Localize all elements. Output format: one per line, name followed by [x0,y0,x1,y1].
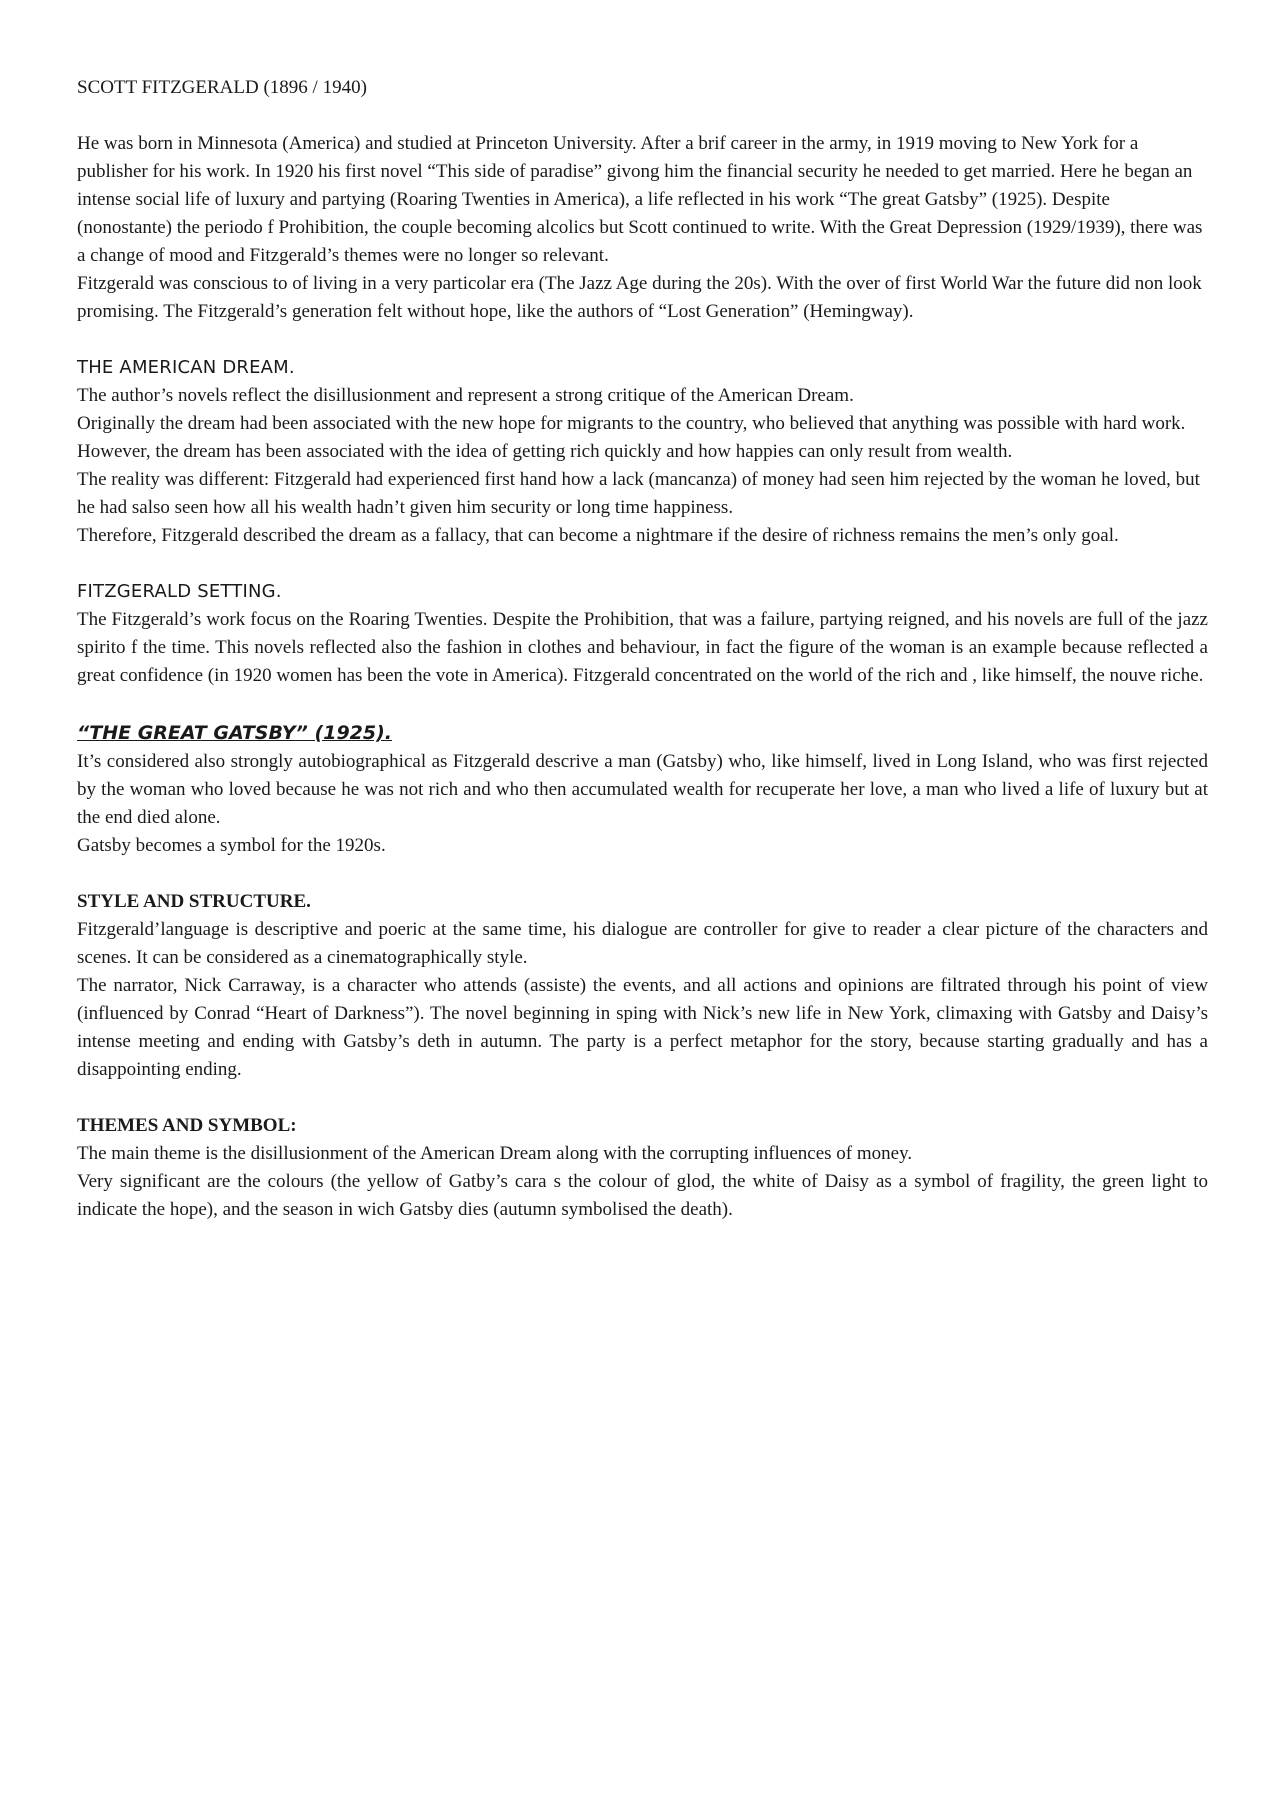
themes-heading: THEMES AND SYMBOL: [77,1115,297,1136]
american-dream-paragraph: The author’s novels reflect the disillusionment and represent a strong critique of the American Dream. [77,385,854,406]
great-gatsby-paragraph: It’s considered also strongly autobiographical as Fitzgerald descrive a man (Gatsby) who, like himself, lived in Long Island, who was first rejected by the woman who loved because he was not rich and who then accumulated wealth for recuperate her love, a man who lived a life of luxury but at the end died alone. [77,751,1208,828]
style-paragraph: Fitzgerald’language is descriptive and poeric at the same time, his dialogue are controller for give to reader a clear picture of the characters and scenes. It can be considered as a cinematographically style. [77,919,1208,968]
setting-heading: FITZGERALD SETTING. [77,581,282,602]
intro-section [77,130,1208,326]
page-title: SCOTT FITZGERALD (1896 / 1940) [77,77,367,98]
style-section [77,888,1208,1084]
great-gatsby-heading: “THE GREAT GATSBY” (1925). [77,722,393,744]
great-gatsby-paragraph: Gatsby becomes a symbol for the 1920s. [77,835,386,856]
american-dream-paragraph: The reality was different: Fitzgerald had experienced first hand how a lack (mancanza) of money had seen him rejected by the woman he loved, but he had salso seen how all his wealth hadn’t given him security or long time happiness. [77,469,1200,518]
style-paragraph: The narrator, Nick Carraway, is a character who attends (assiste) the events, and all actions and opinions are filtrated through his point of view (influenced by Conrad “Heart of Darkness”). The novel beginning in sping with Nick’s new life in New York, climaxing with Gatsby and Daisy’s intense meeting and ending with Gatsby’s deth in autumn. The party is a perfect metaphor for the story, because starting gradually and has a disappointing ending. [77,975,1208,1080]
themes-paragraph: The main theme is the disillusionment of the American Dream along with the corrupting influences of money. [77,1143,913,1164]
american-dream-paragraph: Originally the dream had been associated with the new hope for migrants to the country, who believed that anything was possible with hard work. However, the dream has been associated with the idea of getting rich quickly and how happies can only result from wealth. [77,413,1186,462]
style-heading: STYLE AND STRUCTURE. [77,891,311,912]
themes-section [77,1112,1208,1224]
intro-paragraph: He was born in Minnesota (America) and studied at Princeton University. After a brif career in the army, in 1919 moving to New York for a publisher for his work. In 1920 his first novel “This side of paradise” givong him the financial security he needed to get married. Here he began an intense social life of luxury and partying (Roaring Twenties in America), a life reflected in his work “The great Gatsby” (1925). Despite (nonostante) the periodo f Prohibition, the couple becoming alcolics but Scott continued to write. With the Great Depression (1929/1939), there was a change of mood and Fitzgerald’s themes were no longer so relevant. [77,133,1203,266]
setting-paragraph: The Fitzgerald’s work focus on the Roaring Twenties. Despite the Prohibition, that was a failure, partying reigned, and his novels are full of the jazz spirito f the time. This novels reflected also the fashion in clothes and behaviour, in fact the figure of the woman is an example because reflected a great confidence (in 1920 women has been the vote in America). Fitzgerald concentrated on the world of the rich and , like himself, the nouve riche. [77,609,1208,686]
setting-section [77,578,1208,690]
intro-paragraph: Fitzgerald was conscious to of living in a very particolar era (The Jazz Age during the 20s). With the over of first World War the future did non look promising. The Fitzgerald’s generation felt without hope, like the authors of “Lost Generation” (Hemingway). [77,273,1202,322]
great-gatsby-section [77,718,1208,860]
american-dream-heading: THE AMERICAN DREAM. [77,357,295,378]
american-dream-paragraph: Therefore, Fitzgerald described the dream as a fallacy, that can become a nightmare if the desire of richness remains the men’s only goal. [77,525,1119,546]
american-dream-section [77,354,1208,550]
themes-paragraph: Very significant are the colours (the yellow of Gatby’s cara s the colour of glod, the white of Daisy as a symbol of fragility, the green light to indicate the hope), and the season in wich Gatsby dies (autumn symbolised the death). [77,1171,1208,1220]
document-page [77,74,1208,1224]
